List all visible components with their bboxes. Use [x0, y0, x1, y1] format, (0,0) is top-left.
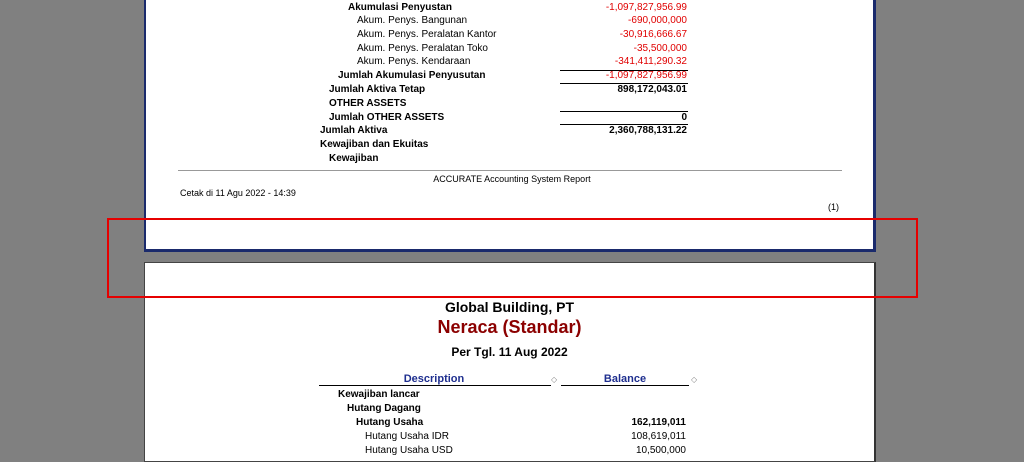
row-label: Kewajiban — [329, 153, 379, 164]
company-name: Global Building, PT — [444, 299, 575, 315]
sort-diamond-icon[interactable]: ◇ — [551, 375, 558, 384]
page-number: (1) — [828, 202, 839, 212]
row-label: Akumulasi Penyustan — [348, 2, 452, 13]
row-amount: -1,097,827,956.99 — [605, 2, 687, 13]
row-label: Kewajiban dan Ekuitas — [320, 139, 429, 150]
row-amount: 898,172,043.01 — [617, 84, 687, 95]
row-label: Jumlah OTHER ASSETS — [329, 112, 445, 123]
footer-system-text: ACCURATE Accounting System Report — [433, 174, 591, 184]
row-label: Akum. Penys. Kendaraan — [357, 56, 471, 67]
row-label: Hutang Dagang — [347, 403, 421, 414]
row-label: Jumlah Akumulasi Penyusutan — [338, 70, 486, 81]
row-amount: 10,500,000 — [635, 445, 686, 456]
report-page-1 — [144, 0, 876, 252]
sort-diamond-icon[interactable]: ◇ — [691, 375, 698, 384]
footer-divider — [178, 170, 842, 171]
row-amount: 0 — [681, 112, 687, 123]
row-amount: 162,119,011 — [631, 417, 686, 428]
row-label: Akum. Penys. Peralatan Toko — [357, 43, 488, 54]
row-label: Kewajiban lancar — [338, 389, 420, 400]
row-label: Jumlah Aktiva Tetap — [329, 84, 426, 95]
report-date: Per Tgl. 11 Aug 2022 — [451, 345, 568, 359]
row-amount: -341,411,290.32 — [614, 56, 687, 67]
row-label: Hutang Usaha — [356, 417, 424, 428]
report-title: Neraca (Standar) — [437, 317, 582, 337]
row-amount: -30,916,666.67 — [619, 29, 687, 40]
header-underline — [319, 385, 551, 386]
row-label: OTHER ASSETS — [329, 98, 407, 109]
row-amount: -35,500,000 — [633, 43, 687, 54]
row-label: Jumlah Aktiva — [320, 125, 388, 136]
row-amount: 2,360,788,131.22 — [609, 125, 687, 136]
highlight-box — [107, 218, 918, 298]
column-header-balance[interactable]: Balance — [603, 373, 647, 385]
row-amount: -690,000,000 — [628, 15, 687, 26]
row-label: Akum. Penys. Peralatan Kantor — [357, 29, 497, 40]
row-label: Hutang Usaha USD — [365, 445, 453, 456]
footer-printed-date: Cetak di 11 Agu 2022 - 14:39 — [180, 188, 296, 198]
header-underline — [561, 385, 689, 386]
row-amount: 108,619,011 — [631, 431, 686, 442]
row-amount: -1,097,827,956.99 — [605, 70, 687, 81]
row-label: Akum. Penys. Bangunan — [357, 15, 468, 26]
row-label: Hutang Usaha IDR — [365, 431, 449, 442]
column-header-description[interactable]: Description — [403, 373, 465, 385]
